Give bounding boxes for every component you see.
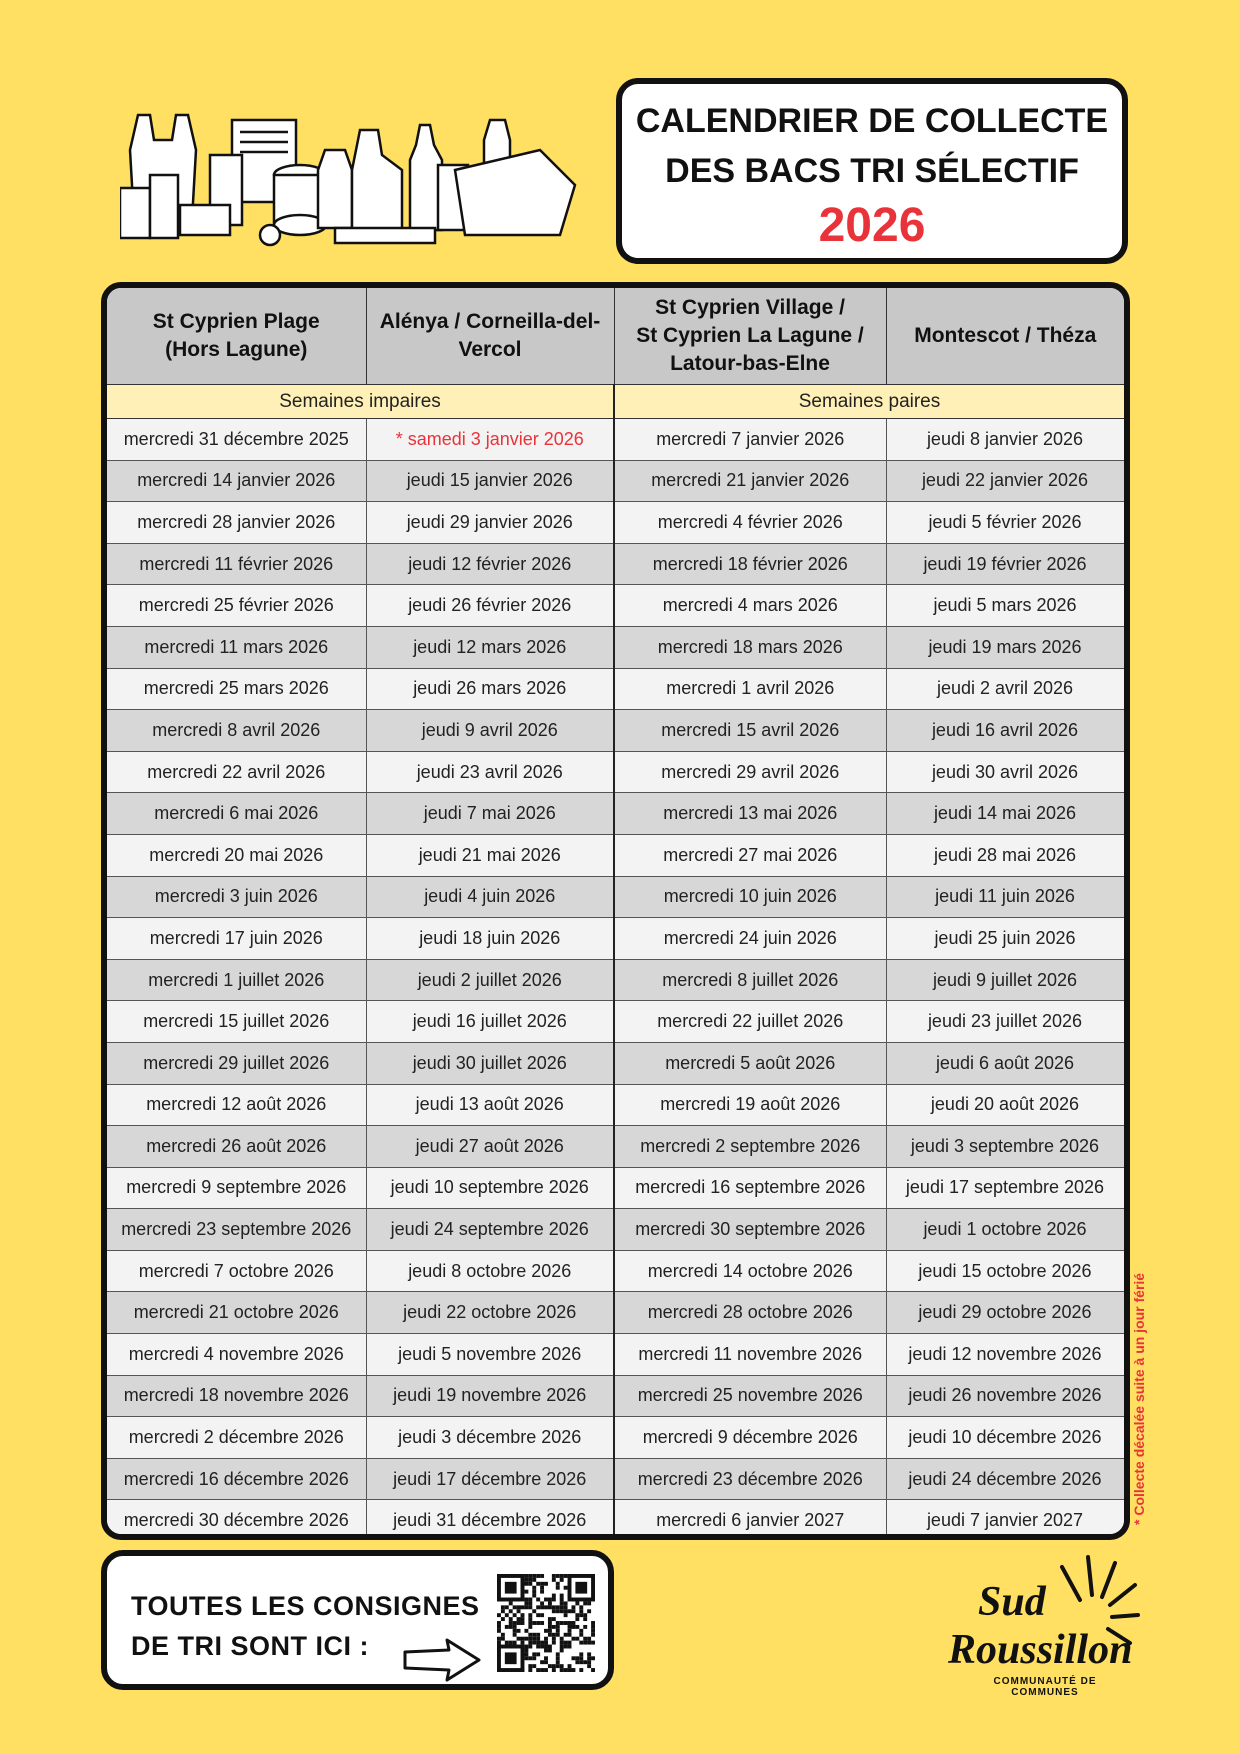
date-cell: jeudi 23 juillet 2026 [886, 1001, 1124, 1043]
table-row [107, 1001, 1124, 1043]
arrow-right-icon [403, 1638, 481, 1682]
table-row [107, 419, 1124, 461]
date-cell: jeudi 5 mars 2026 [886, 585, 1124, 627]
date-cell: mercredi 30 décembre 2026 [107, 1500, 366, 1540]
date-cell: mercredi 17 juin 2026 [107, 918, 366, 960]
date-cell: jeudi 4 juin 2026 [366, 876, 614, 918]
date-cell: mercredi 7 octobre 2026 [107, 1250, 366, 1292]
date-cell: mercredi 25 novembre 2026 [614, 1375, 886, 1417]
table-row [107, 959, 1124, 1001]
date-cell: mercredi 9 septembre 2026 [107, 1167, 366, 1209]
date-cell: mercredi 15 avril 2026 [614, 710, 886, 752]
date-cell: jeudi 31 décembre 2026 [366, 1500, 614, 1540]
date-cell: mercredi 10 juin 2026 [614, 876, 886, 918]
date-cell: jeudi 16 avril 2026 [886, 710, 1124, 752]
date-cell: mercredi 16 décembre 2026 [107, 1458, 366, 1500]
date-cell: jeudi 30 avril 2026 [886, 751, 1124, 793]
date-cell: jeudi 25 juin 2026 [886, 918, 1124, 960]
date-cell: jeudi 19 mars 2026 [886, 626, 1124, 668]
title-line-2: DES BACS TRI SÉLECTIF [665, 152, 1079, 190]
recycling-items-illustration [120, 110, 590, 255]
date-cell: mercredi 26 août 2026 [107, 1126, 366, 1168]
date-cell: mercredi 23 septembre 2026 [107, 1209, 366, 1251]
date-cell: mercredi 7 janvier 2026 [614, 419, 886, 461]
table-row [107, 1042, 1124, 1084]
date-cell: jeudi 21 mai 2026 [366, 834, 614, 876]
svg-text:Sud: Sud [978, 1579, 1046, 1625]
table-row [107, 1167, 1124, 1209]
date-cell: mercredi 28 janvier 2026 [107, 502, 366, 544]
date-cell: jeudi 12 novembre 2026 [886, 1334, 1124, 1376]
date-cell: mercredi 16 septembre 2026 [614, 1167, 886, 1209]
date-cell: jeudi 15 octobre 2026 [886, 1250, 1124, 1292]
title-year: 2026 [818, 199, 926, 252]
date-cell: mercredi 23 décembre 2026 [614, 1458, 886, 1500]
date-cell: mercredi 29 juillet 2026 [107, 1042, 366, 1084]
table-row [107, 1334, 1124, 1376]
date-cell: jeudi 28 mai 2026 [886, 834, 1124, 876]
table-row [107, 1458, 1124, 1500]
table-row [107, 626, 1124, 668]
date-cell: jeudi 27 août 2026 [366, 1126, 614, 1168]
date-cell: jeudi 3 décembre 2026 [366, 1417, 614, 1459]
cta-text: TOUTES LES CONSIGNES DE TRI SONT ICI : [131, 1591, 480, 1661]
date-cell: mercredi 20 mai 2026 [107, 834, 366, 876]
date-cell: mercredi 21 octobre 2026 [107, 1292, 366, 1334]
table-row [107, 1417, 1124, 1459]
date-cell: jeudi 8 janvier 2026 [886, 419, 1124, 461]
date-cell: mercredi 25 mars 2026 [107, 668, 366, 710]
date-cell: jeudi 19 février 2026 [886, 543, 1124, 585]
column-header: St Cyprien Plage (Hors Lagune) [107, 288, 366, 385]
week-odd-label: Semaines impaires [107, 385, 614, 419]
week-row [107, 385, 1124, 419]
table-row [107, 793, 1124, 835]
table-row [107, 585, 1124, 627]
table-row [107, 668, 1124, 710]
date-cell: jeudi 7 mai 2026 [366, 793, 614, 835]
table-row [107, 460, 1124, 502]
date-cell: jeudi 22 octobre 2026 [366, 1292, 614, 1334]
date-cell: jeudi 3 septembre 2026 [886, 1126, 1124, 1168]
date-cell: mercredi 8 juillet 2026 [614, 959, 886, 1001]
date-cell: jeudi 13 août 2026 [366, 1084, 614, 1126]
date-cell: mercredi 28 octobre 2026 [614, 1292, 886, 1334]
date-cell: mercredi 13 mai 2026 [614, 793, 886, 835]
date-cell: mercredi 25 février 2026 [107, 585, 366, 627]
date-cell: jeudi 26 novembre 2026 [886, 1375, 1124, 1417]
date-cell: jeudi 17 septembre 2026 [886, 1167, 1124, 1209]
date-cell: jeudi 5 novembre 2026 [366, 1334, 614, 1376]
date-cell: mercredi 11 mars 2026 [107, 626, 366, 668]
date-cell: jeudi 29 octobre 2026 [886, 1292, 1124, 1334]
date-cell: mercredi 2 décembre 2026 [107, 1417, 366, 1459]
sud-roussillon-logo [940, 1545, 1140, 1690]
date-cell: jeudi 20 août 2026 [886, 1084, 1124, 1126]
date-cell: jeudi 12 mars 2026 [366, 626, 614, 668]
date-cell: jeudi 5 février 2026 [886, 502, 1124, 544]
date-cell: mercredi 14 octobre 2026 [614, 1250, 886, 1292]
date-cell: mercredi 9 décembre 2026 [614, 1417, 886, 1459]
date-cell: mercredi 11 février 2026 [107, 543, 366, 585]
date-cell: jeudi 14 mai 2026 [886, 793, 1124, 835]
table-row [107, 918, 1124, 960]
date-cell: jeudi 24 septembre 2026 [366, 1209, 614, 1251]
date-cell: * samedi 3 janvier 2026 [366, 419, 614, 461]
date-cell: mercredi 4 février 2026 [614, 502, 886, 544]
date-cell: jeudi 19 novembre 2026 [366, 1375, 614, 1417]
date-cell: jeudi 22 janvier 2026 [886, 460, 1124, 502]
table-row [107, 1250, 1124, 1292]
table-row [107, 834, 1124, 876]
date-cell: mercredi 21 janvier 2026 [614, 460, 886, 502]
date-cell: jeudi 2 avril 2026 [886, 668, 1124, 710]
date-cell: mercredi 3 juin 2026 [107, 876, 366, 918]
date-cell: jeudi 15 janvier 2026 [366, 460, 614, 502]
date-cell: mercredi 22 avril 2026 [107, 751, 366, 793]
table-row [107, 1292, 1124, 1334]
header-row [107, 288, 1124, 385]
date-cell: jeudi 1 octobre 2026 [886, 1209, 1124, 1251]
table-row [107, 1500, 1124, 1540]
date-cell: jeudi 12 février 2026 [366, 543, 614, 585]
sorting-instructions-box [101, 1550, 614, 1690]
date-cell: mercredi 4 novembre 2026 [107, 1334, 366, 1376]
date-cell: mercredi 5 août 2026 [614, 1042, 886, 1084]
collection-calendar-table [101, 282, 1130, 1540]
date-cell: jeudi 17 décembre 2026 [366, 1458, 614, 1500]
table-row [107, 876, 1124, 918]
date-cell: mercredi 4 mars 2026 [614, 585, 886, 627]
date-cell: mercredi 8 avril 2026 [107, 710, 366, 752]
date-cell: mercredi 11 novembre 2026 [614, 1334, 886, 1376]
date-cell: jeudi 7 janvier 2027 [886, 1500, 1124, 1540]
table-row [107, 1375, 1124, 1417]
table-row [107, 710, 1124, 752]
week-even-label: Semaines paires [614, 385, 1124, 419]
date-cell: jeudi 30 juillet 2026 [366, 1042, 614, 1084]
svg-text:Roussillon: Roussillon [948, 1627, 1133, 1673]
date-cell: jeudi 10 décembre 2026 [886, 1417, 1124, 1459]
title-box [616, 78, 1128, 264]
date-cell: mercredi 29 avril 2026 [614, 751, 886, 793]
date-cell: mercredi 1 juillet 2026 [107, 959, 366, 1001]
date-cell: jeudi 23 avril 2026 [366, 751, 614, 793]
date-cell: jeudi 8 octobre 2026 [366, 1250, 614, 1292]
table-row [107, 1084, 1124, 1126]
logo-subtitle: COMMUNAUTÉ DE COMMUNES [993, 1676, 1097, 1698]
date-cell: mercredi 18 mars 2026 [614, 626, 886, 668]
date-cell: jeudi 26 mars 2026 [366, 668, 614, 710]
date-cell: jeudi 2 juillet 2026 [366, 959, 614, 1001]
table-row [107, 502, 1124, 544]
date-cell: jeudi 24 décembre 2026 [886, 1458, 1124, 1500]
date-cell: mercredi 6 janvier 2027 [614, 1500, 886, 1540]
date-cell: mercredi 31 décembre 2025 [107, 419, 366, 461]
date-cell: mercredi 12 août 2026 [107, 1084, 366, 1126]
date-cell: mercredi 6 mai 2026 [107, 793, 366, 835]
column-header: Montescot / Théza [886, 288, 1124, 385]
date-cell: jeudi 6 août 2026 [886, 1042, 1124, 1084]
date-cell: mercredi 27 mai 2026 [614, 834, 886, 876]
date-cell: jeudi 10 septembre 2026 [366, 1167, 614, 1209]
date-cell: mercredi 1 avril 2026 [614, 668, 886, 710]
date-cell: mercredi 18 novembre 2026 [107, 1375, 366, 1417]
holiday-note: * Collecte décalée suite à un jour férié [1131, 1272, 1147, 1525]
date-cell: mercredi 14 janvier 2026 [107, 460, 366, 502]
date-cell: mercredi 30 septembre 2026 [614, 1209, 886, 1251]
title-line-1: CALENDRIER DE COLLECTE [635, 102, 1109, 140]
date-cell: jeudi 26 février 2026 [366, 585, 614, 627]
date-cell: mercredi 2 septembre 2026 [614, 1126, 886, 1168]
column-header: St Cyprien Village / St Cyprien La Lagune / Latour-bas-Elne [614, 288, 886, 385]
date-cell: jeudi 11 juin 2026 [886, 876, 1124, 918]
column-header: Alénya / Corneilla-del- Vercol [366, 288, 614, 385]
date-cell: jeudi 9 juillet 2026 [886, 959, 1124, 1001]
table-row [107, 751, 1124, 793]
date-cell: mercredi 24 juin 2026 [614, 918, 886, 960]
qr-code[interactable] [497, 1574, 595, 1672]
table-row [107, 1126, 1124, 1168]
date-cell: jeudi 16 juillet 2026 [366, 1001, 614, 1043]
date-cell: mercredi 19 août 2026 [614, 1084, 886, 1126]
date-cell: jeudi 18 juin 2026 [366, 918, 614, 960]
table-row [107, 543, 1124, 585]
date-cell: mercredi 22 juillet 2026 [614, 1001, 886, 1043]
table-row [107, 1209, 1124, 1251]
date-cell: jeudi 9 avril 2026 [366, 710, 614, 752]
date-cell: jeudi 29 janvier 2026 [366, 502, 614, 544]
date-cell: mercredi 15 juillet 2026 [107, 1001, 366, 1043]
date-cell: mercredi 18 février 2026 [614, 543, 886, 585]
